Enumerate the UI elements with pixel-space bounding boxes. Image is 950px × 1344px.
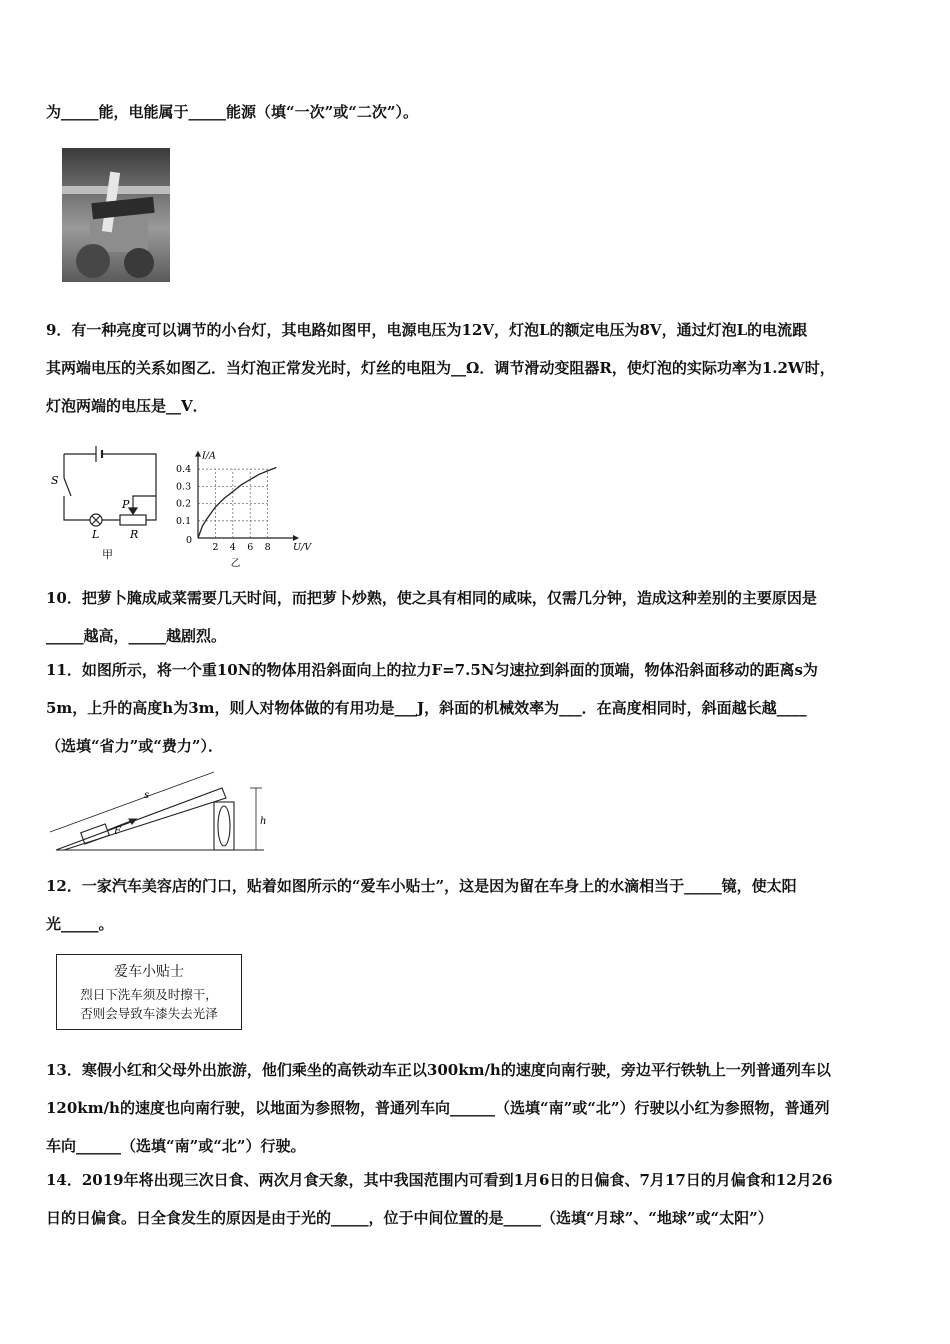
- text-line-q11-3: （选填“省力”或“费力”）．: [46, 737, 224, 755]
- photo-wheel: [124, 248, 154, 278]
- text-line-q14-1: 14．2019年将出现三次日食、两次月食天象，其中我国范围内可看到1月6日的日偏食、7月17日的月偏食和12月26: [46, 1171, 833, 1189]
- x-tick-label: 2: [212, 542, 219, 553]
- photo-wheel: [76, 244, 110, 278]
- y-tick-label: 0.1: [176, 515, 192, 527]
- slider-arrow: [129, 508, 137, 514]
- h-label: h: [260, 816, 267, 827]
- text-line-q9-2: 其两端电压的关系如图乙．当灯泡正常发光时，灯丝的电阻为__Ω．调节滑动变阻器R，使灯泡的实际功率为1.2W时，: [46, 359, 835, 377]
- y-tick-label: 0.3: [176, 481, 192, 493]
- text-line-q9-3: 灯泡两端的电压是__V．: [46, 397, 208, 415]
- y-axis-arrow: [195, 451, 201, 457]
- x-tick-label: 8: [264, 542, 271, 553]
- y-axis-label: I/A: [202, 450, 216, 462]
- x-axis-label: U/V: [293, 542, 312, 553]
- iu-curve: [198, 468, 276, 539]
- x-tick-label: 6: [247, 542, 254, 553]
- text-line-q13-2: 120km/h的速度也向南行驶，以地面为参照物，普通列车向______（选填“南”或“北”）行驶以小红为参照物，普通列: [46, 1099, 830, 1117]
- text-line-q11-1: 11．如图所示，将一个重10N的物体用沿斜面向上的拉力F=7.5N匀速拉到斜面的顶端，物体沿斜面移动的距离s为: [46, 661, 818, 679]
- circuit-left-wire-bottom: [64, 496, 90, 520]
- text-line-q14-2: 日的日偏食。日全食发生的原因是由于光的_____，位于中间位置的是_____（选填“月球”、“地球”或“太阳”）: [46, 1209, 773, 1227]
- tip-line-1: 烈日下洗车须及时擦干，: [80, 987, 218, 1002]
- switch-blade: [64, 478, 71, 496]
- incline-support: [214, 802, 234, 850]
- circuit-caption: 甲: [102, 548, 113, 561]
- y-tick-label: 0.2: [176, 498, 192, 510]
- text-line-q9-1: 9．有一种亮度可以调节的小台灯，其电路如图甲，电源电压为12V，灯泡L的额定电压为8V，通过灯泡L的电流跟: [46, 321, 808, 339]
- photo-solar-panel: [91, 197, 154, 219]
- incline-diagram: [44, 770, 274, 856]
- graph-caption: 乙: [230, 558, 241, 569]
- origin-label: 0: [186, 535, 193, 546]
- text-line-q13-3: 车向______（选填“南”或“北”）行驶。: [46, 1137, 306, 1155]
- text-line-q8-end: 为_____能，电能属于_____能源（填“一次”或“二次”）。: [46, 103, 419, 121]
- text-line-q10-1: 10．把萝卜腌成咸菜需要几天时间，而把萝卜炒熟，使之具有相同的咸味，仅需几分钟，造成这种差别的主要原因是: [46, 589, 817, 607]
- x-tick-label: 4: [229, 542, 236, 553]
- lamp-label: L: [92, 528, 100, 541]
- text-line-q10-2: _____越高，_____越剧烈。: [46, 627, 227, 645]
- block: [81, 824, 110, 844]
- text-line-q12-2: 光_____。: [46, 915, 114, 933]
- f-label: F: [114, 826, 121, 837]
- resistor-label: R: [130, 528, 139, 541]
- y-tick-label: 0.4: [176, 464, 192, 476]
- support-wheel: [218, 806, 230, 846]
- slider-label: P: [122, 498, 130, 511]
- circuit-diagram: [44, 440, 164, 570]
- incline-plane: [56, 788, 226, 850]
- s-label: s: [144, 790, 150, 801]
- text-line-q12-1: 12．一家汽车美容店的门口，贴着如图所示的“爱车小贴士”，这是因为留在车身上的水滴相当于_____镜，使太阳: [46, 877, 797, 895]
- lunar-rover-photo: [62, 148, 170, 282]
- tip-line-2: 否则会导致车漆失去光泽: [80, 1006, 218, 1021]
- resistor-symbol: [120, 515, 146, 525]
- text-line-q13-1: 13．寒假小红和父母外出旅游，他们乘坐的高铁动车正以300km/h的速度向南行驶，旁边平行铁轨上一列普通列车以: [46, 1061, 831, 1079]
- iu-graph: [170, 434, 326, 570]
- car-tip-box: [56, 954, 242, 1030]
- x-axis-arrow: [293, 535, 299, 541]
- circuit-top-wire: [64, 454, 156, 496]
- switch-label: S: [51, 474, 59, 487]
- text-line-q11-2: 5m，上升的高度h为3m，则人对物体做的有用功是___J，斜面的机械效率为___．在高度相同时，斜面越长越____: [46, 699, 807, 717]
- tip-title: 爱车小贴士: [114, 964, 184, 980]
